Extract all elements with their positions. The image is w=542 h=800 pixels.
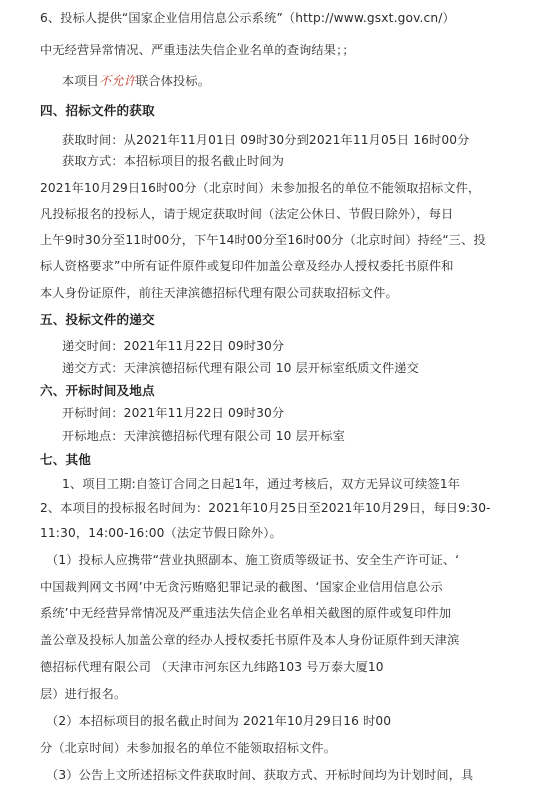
- opening-time: 开标时间：2021年11月22日 09时30分: [62, 406, 285, 420]
- consortium-statement: [62, 73, 210, 89]
- registration-note-1-line-4: 盖公章及投标人加盖公章的经办人授权委托书原件及本人身份证原件到天津滨: [40, 633, 460, 647]
- acquisition-text-3: 上午9时30分至11时00分，下午14时00分至16时00分（北京时间）持经“三、投: [40, 233, 486, 247]
- registration-note-1-line-5: 德招标代理有限公司 （天津市河东区九纬路103 号万泰大厦10: [40, 660, 384, 674]
- section-heading-4: 四、招标文件的获取: [40, 103, 155, 118]
- consortium-suffix: 联合体投标。: [136, 74, 211, 88]
- registration-note-2-line-1: （2）本招标项目的报名截止时间为 2021年10月29日16 时00: [46, 714, 392, 728]
- registration-note-2-line-2: 分（北京时间）未参加报名的单位不能领取招标文件。: [40, 741, 337, 755]
- requirement-6-line-1: 6、投标人提供“国家企业信用信息公示系统”（http://www.gsxt.gov.cn/）: [40, 11, 455, 25]
- registration-note-1-line-3: 系统’中无经营异常情况及严重违法失信企业名单相关截图的原件或复印件加: [40, 606, 452, 620]
- opening-location: 开标地点：天津滨德招标代理有限公司 10 层开标室: [62, 429, 345, 443]
- section-heading-6: 六、开标时间及地点: [40, 383, 155, 398]
- section-heading-7: 七、其他: [40, 452, 91, 467]
- other-item-2-line-2: 11:30，14:00-16:00（法定节假日除外）。: [40, 526, 282, 540]
- acquisition-time: 获取时间：从2021年11月01日 09时30分到2021年11月05日 16时00分: [62, 133, 470, 147]
- acquisition-text-4: 标人资格要求”中所有证件原件或复印件加盖公章及经办人授权委托书原件和: [40, 259, 454, 273]
- not-allowed-emphasis: 不允许: [99, 74, 137, 88]
- acquisition-text-2: 凡投标报名的投标人，请于规定获取时间（法定公休日、节假日除外），每日: [40, 207, 454, 221]
- other-item-1: 1、项目工期:自签订合同之日起1年，通过考核后，双方无异议可续签1年: [62, 477, 461, 491]
- registration-note-1-line-2: 中国裁判网文书网’中无贪污贿赂犯罪记录的截图、‘国家企业信用信息公示: [40, 580, 443, 594]
- acquisition-text-1: 2021年10月29日16时00分（北京时间）未参加报名的单位不能领取招标文件，: [40, 181, 481, 195]
- acquisition-text-5: 本人身份证原件，前往天津滨德招标代理有限公司获取招标文件。: [40, 286, 398, 300]
- submission-time: 递交时间：2021年11月22日 09时30分: [62, 339, 285, 353]
- registration-note-1-line-6: 层）进行报名。: [40, 687, 127, 701]
- other-item-2-line-1: 2、本项目的投标报名时间为：2021年10月25日至2021年10月29日，每日9:30-: [40, 501, 491, 515]
- consortium-prefix: 本项目: [62, 74, 100, 88]
- submission-method: 递交方式：天津滨德招标代理有限公司 10 层开标室纸质文件递交: [62, 361, 419, 375]
- section-heading-5: 五、投标文件的递交: [40, 312, 155, 327]
- acquisition-method: 获取方式：本招标项目的报名截止时间为: [62, 154, 285, 168]
- requirement-6-line-2: 中无经营异常情况、严重违法失信企业名单的查询结果；；: [40, 43, 355, 57]
- registration-note-1-line-1: （1）投标人应携带“营业执照副本、施工资质等级证书、安全生产许可证、‘: [46, 553, 460, 567]
- registration-note-3-line-1: （3）公告上文所述招标文件获取时间、获取方式、开标时间均为计划时间，具: [46, 768, 474, 782]
